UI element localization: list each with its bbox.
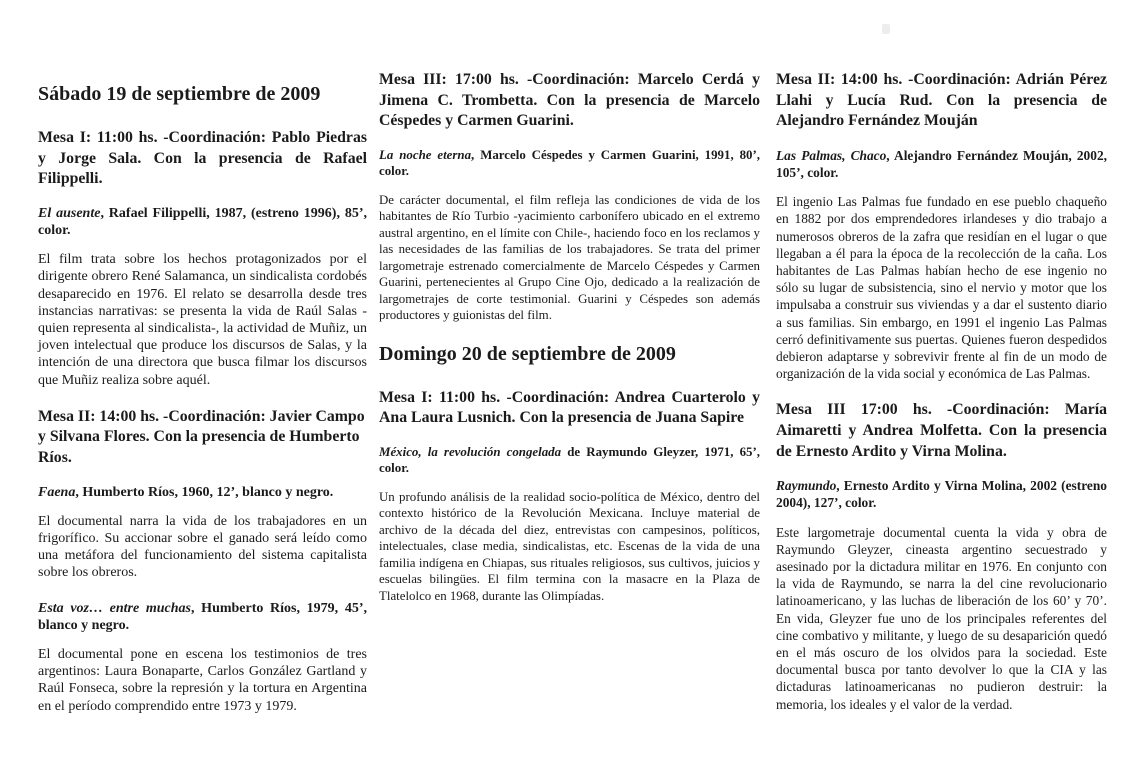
film-synopsis: Este largometraje documental cuenta la vida y obra de Raymundo Gleyzer, cineasta argentino secuestrado y asesinado por la dictadura militar en 1976. En conjunto con la vida de Raymundo, se narra la del cine revolucionario latinoamericano, y las luchas de liberación de los 60’ y 70’. En vida, Gleyzer fue uno de los principales referentes del cine combativo y militante, y luego de su desaparición quedó en el más oscuro de los olvidos para la sociedad. Este documental busca por tanto devolver lo que la CIA y las dictaduras latinoamericanas no pudieron destruir: la memoria, los ideales y el valor de la verdad.: [776, 524, 1107, 712]
sun-mesa1-heading: Mesa I: 11:00 hs. -Coordinación: Andrea Cuarterolo y Ana Laura Lusnich. Con la presencia de Juana Sapire: [379, 388, 760, 427]
scan-artifact: [882, 24, 890, 34]
column-saturday: [38, 82, 367, 733]
sat-mesa2-heading: Mesa II: 14:00 hs. -Coordinación: Javier Campo y Silvana Flores. Con la presencia de Humberto Ríos.: [38, 407, 365, 466]
film-title: Las Palmas, Chaco: [776, 147, 887, 163]
saturday-date-heading: Sábado 19 de septiembre de 2009: [38, 83, 321, 105]
film-credit: [379, 147, 760, 180]
film-title: Faena: [38, 484, 76, 500]
film-credit: [38, 205, 367, 239]
film-synopsis: El ingenio Las Palmas fue fundado en ese pueblo chaqueño en 1882 por dos emprendedores irlandeses y dio trabajo a numerosos obreros de la zafra que residían en el lugar o que llegaban a él para la época de la recolección de la caña. Los habitantes de Las Palmas habían hecho de ese ingenio no sólo su lugar de subsistencia, sino el nervio y motor que los impulsaba a construir sus viviendas y a dar el sustento diario a sus familias. Sin embargo, en 1991 el ingenio Las Palmas cerró definitivamente sus puertas. Quienes fueron despedidos debieron adaptarse y sobrevivir frente al fin de un modo de organización de la vida social y económica de Las Palmas.: [776, 194, 1107, 382]
film-credits: , Ernesto Ardito y Virna Molina, 2002 (estreno 2004), 127’, color.: [776, 478, 1107, 511]
film-credit: [776, 477, 1107, 511]
film-title: Esta voz… entre muchas: [38, 600, 192, 616]
film-title: Raymundo: [776, 478, 837, 494]
film-credits: de Raymundo Gleyzer, 1971, 65’, color.: [379, 444, 760, 476]
film-synopsis: El documental pone en escena los testimonios de tres argentinos: Laura Bonaparte, Carlos González Gartland y Raúl Fonseca, sobre la represión y la tortura en Argentina en el período comprendido entre 1973 y 1979.: [38, 647, 367, 714]
film-credits: , Humberto Ríos, 1979, 45’, blanco y negro.: [38, 600, 368, 633]
column-sunday: [776, 70, 1107, 731]
film-title: El ausente: [38, 205, 101, 221]
film-synopsis: De carácter documental, el film refleja las condiciones de vida de los habitantes de Río Turbio -yacimiento carbonífero ubicado en el extremo austral argentino, en el límite con Chile-, haciendo foco en los reclamos y las necesidades de las familias de los trabajadores. Se trata del primer largometraje estrenado comercialmente de Marcelo Céspedes y Carmen Guarini, pertenecientes al Grupo Cine Ojo, dedicado a la realización de largometrajes de corte testimonial. Guarini y Céspedes son además productores y guionistas del film.: [379, 192, 760, 323]
film-title: La noche eterna: [379, 147, 472, 162]
film-credits: , Rafael Filippelli, 1987, (estreno 1996), 85’, color.: [38, 205, 367, 238]
film-title: México, la revolución congelada: [379, 444, 562, 459]
sun-mesa2-heading: Mesa II: 14:00 hs. -Coordinación: Adrián Pérez Llahi y Lucía Rud. Con la presencia de Alejandro Fernández Mouján: [776, 71, 1107, 130]
film-credits: , Alejandro Fernández Mouján, 2002, 105’, color.: [776, 147, 1107, 180]
column-middle: [379, 70, 760, 622]
sat-mesa3-heading: Mesa III: 17:00 hs. -Coordinación: Marcelo Cerdá y Jimena C. Trombetta. Con la presencia de Marcelo Céspedes y Carmen Guarini.: [379, 71, 760, 130]
film-credit: [776, 147, 1107, 181]
sat-mesa1-heading: Mesa I: 11:00 hs. -Coordinación: Pablo Piedras y Jorge Sala. Con la presencia de Rafael Filippelli.: [38, 129, 367, 188]
film-credit: [38, 484, 367, 501]
film-credits: , Humberto Ríos, 1960, 12’, blanco y negro.: [75, 484, 334, 500]
sun-mesa3-heading: Mesa III 17:00 hs. -Coordinación: María Aimaretti y Andrea Molfetta. Con la presencia de Ernesto Ardito y Virna Molina.: [776, 401, 1107, 460]
film-credits: , Marcelo Céspedes y Carmen Guarini, 1991, 80’, color.: [379, 147, 760, 179]
film-credit: [38, 600, 367, 634]
film-synopsis: Un profundo análisis de la realidad socio-política de México, dentro del contexto histórico de la Revolución Mexicana. Incluye material de archivo de la década del diez, entrevistas con campesinos, políticos, intelectuales, clase media, sindicalistas, etc. Escenas de la vida de una familia indígena en Chiapas, sus rituales religiosos, sus cultivos, juicios y escuelas bilingües. El film termina con la masacre en la Plaza de Tlatelolco en 1968, durante las Olimpíadas.: [379, 489, 760, 603]
film-credit: [379, 444, 760, 477]
sunday-date-heading: Domingo 20 de septiembre de 2009: [379, 342, 676, 365]
film-synopsis: El film trata sobre los hechos protagonizados por el dirigente obrero René Salamanca, un sindicalista cordobés desaparecido en 1976. El relato se desarrolla desde tres instancias narrativas: se presenta la vida de Raúl Salas -quien representa al sindicalista-, la actividad de Muñiz, un joven intelectual que produce los discursos de Salas, y la intención de una directora que busca filmar los discursos que Muñiz realiza sobre aquél.: [38, 252, 367, 388]
film-synopsis: El documental narra la vida de los trabajadores en un frigorífico. Su accionar sobre el ganado será leído como una metáfora del funcionamiento del sistema capitalista sobre los obreros.: [38, 513, 367, 581]
